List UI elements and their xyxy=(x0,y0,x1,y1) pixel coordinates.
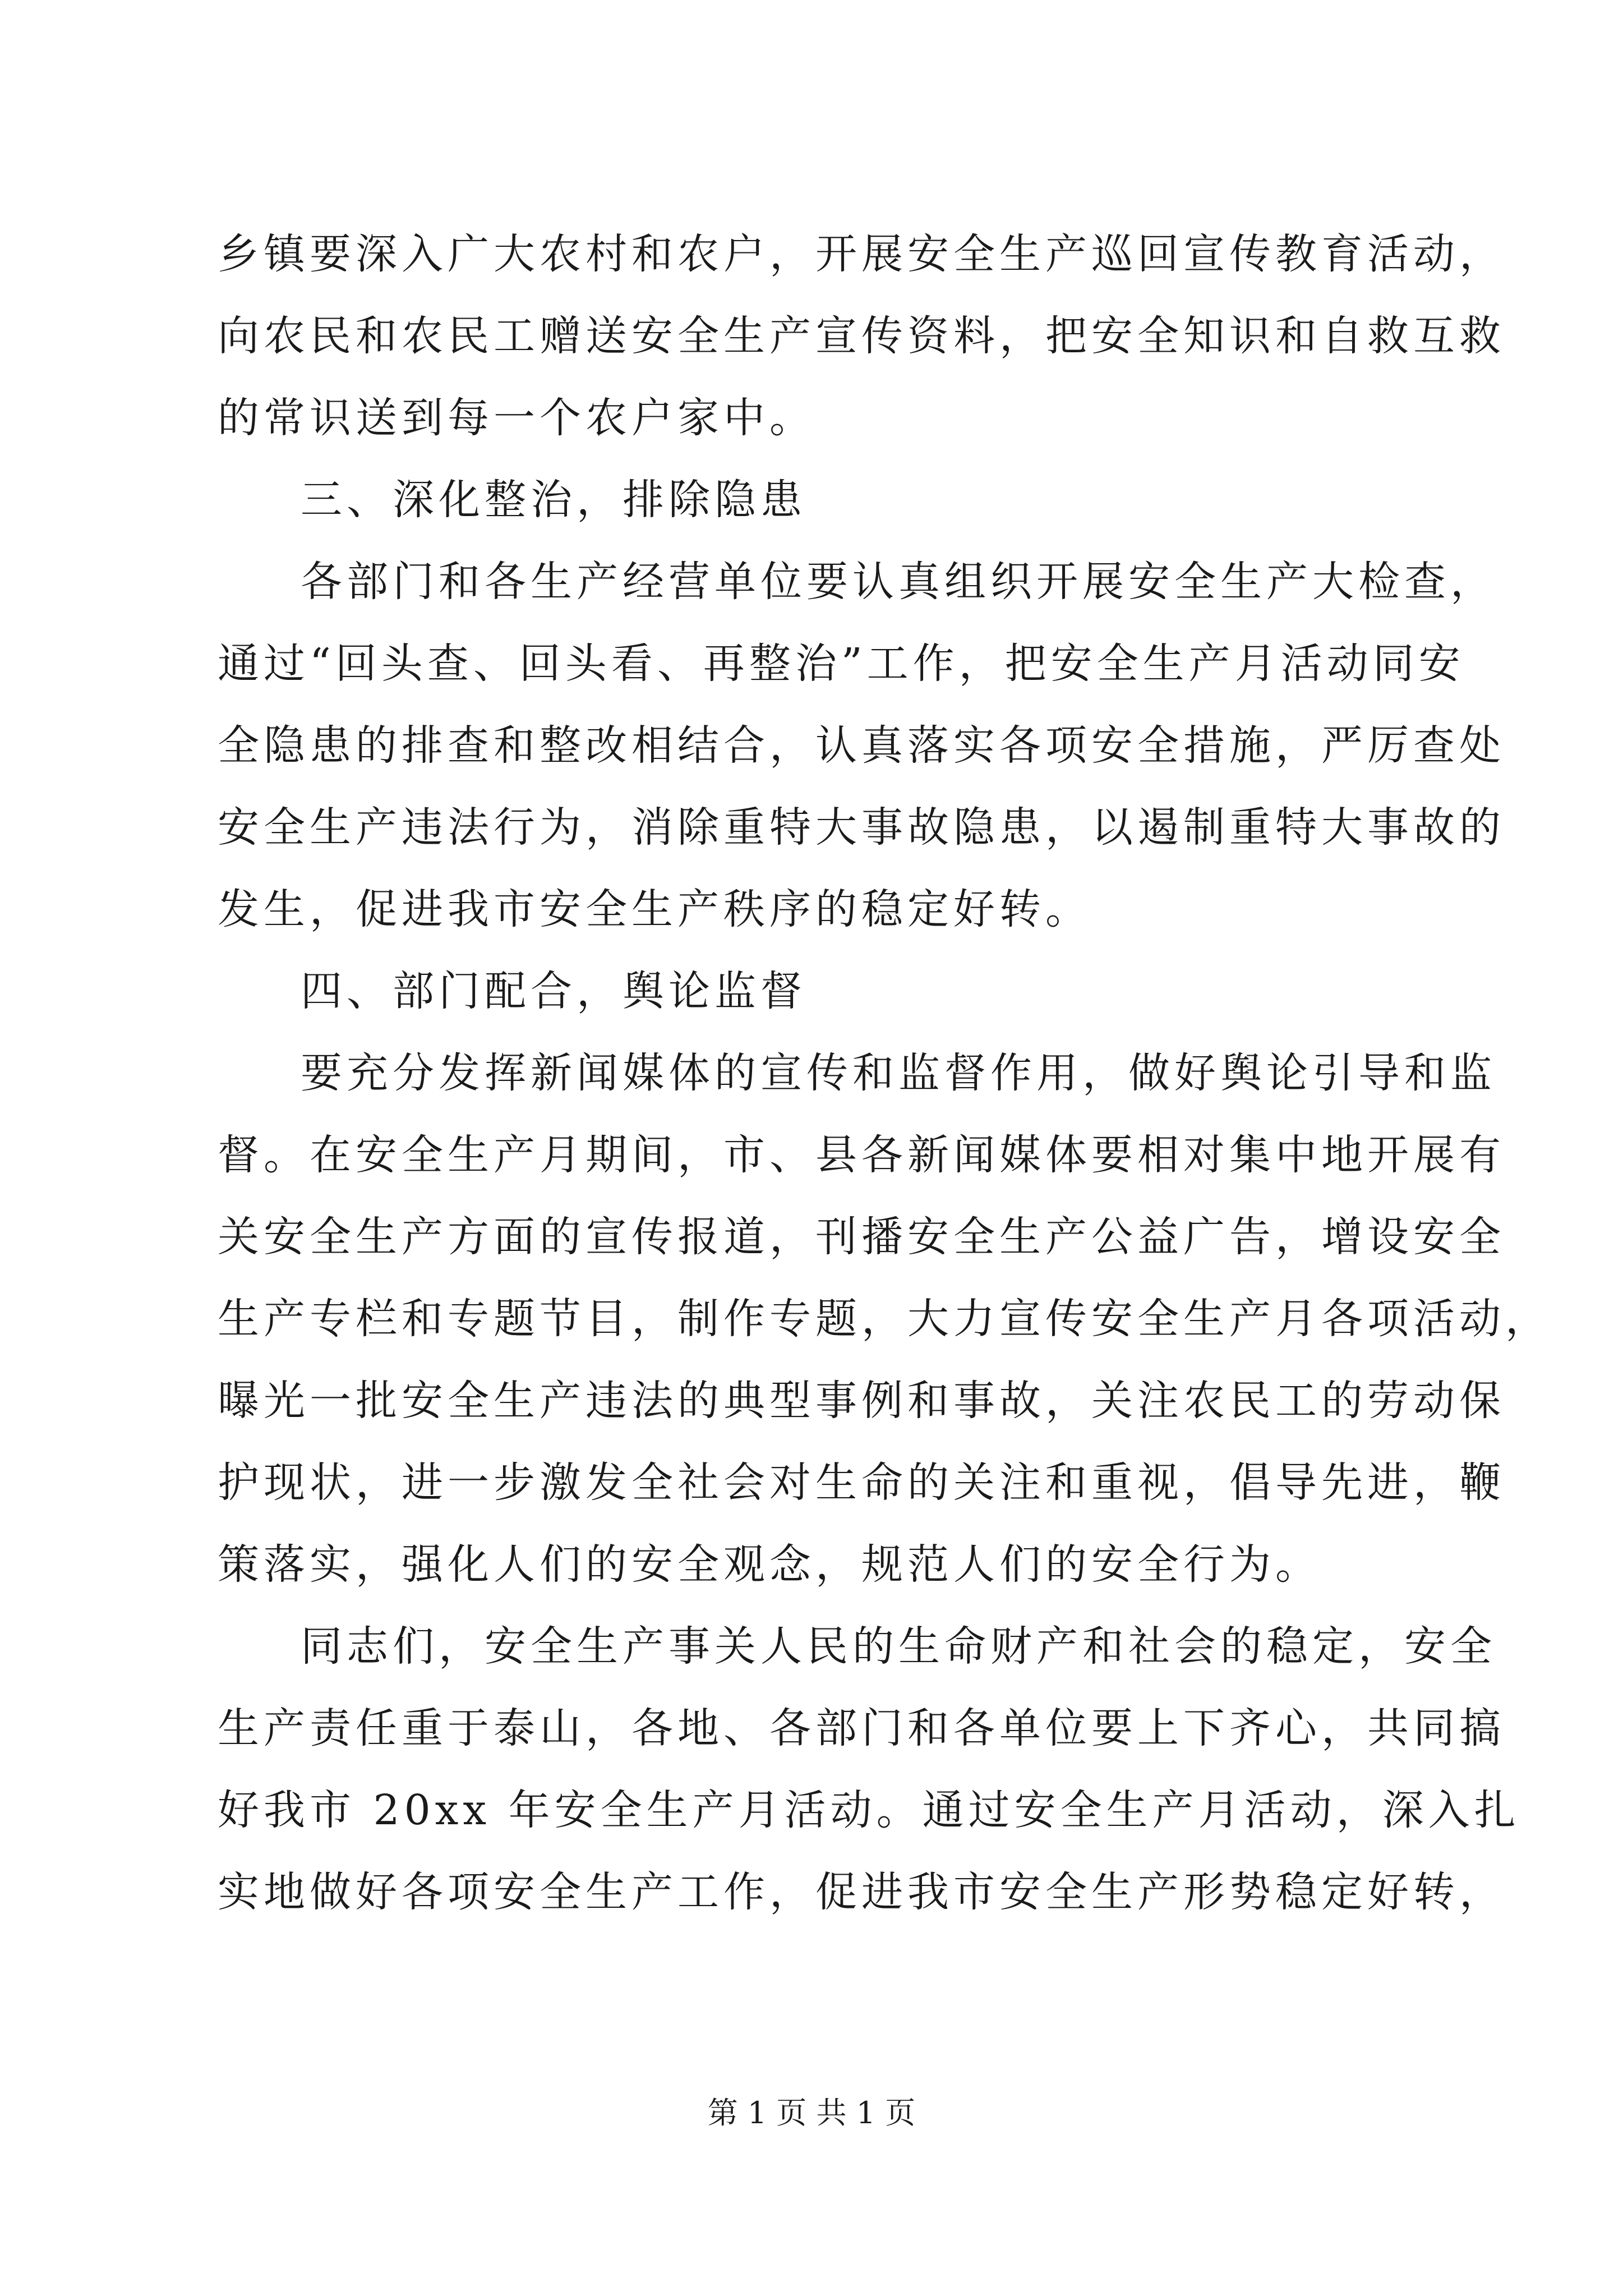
page-footer xyxy=(0,2093,1623,2133)
section-heading: 四、部门配合，舆论监督 xyxy=(301,967,806,1015)
text-line: 好我市 20xx 年安全生产月活动。通过安全生产月活动，深入扎 xyxy=(218,1786,1520,1834)
text-line: 全隐患的排查和整改相结合，认真落实各项安全措施，严厉查处 xyxy=(218,721,1505,770)
document-body xyxy=(218,213,1551,1933)
page-number-label: 第 1 页 共 1 页 xyxy=(707,2095,916,2131)
text-line: 安全生产违法行为，消除重特大事故隐患，以遏制重特大事故的 xyxy=(218,803,1505,852)
text-line: 策落实，强化人们的安全观念，规范人们的安全行为。 xyxy=(218,1540,1321,1589)
section-heading: 三、深化整治，排除隐患 xyxy=(301,476,806,524)
text-line: 要充分发挥新闻媒体的宣传和监督作用，做好舆论引导和监 xyxy=(301,1049,1496,1097)
text-line: 发生，促进我市安全生产秩序的稳定好转。 xyxy=(218,885,1091,933)
text-line: 督。在安全生产月期间，市、县各新闻媒体要相对集中地开展有 xyxy=(218,1131,1505,1179)
text-line: 实地做好各项安全生产工作，促进我市安全生产形势稳定好转， xyxy=(218,1868,1505,1916)
text-line: 通过“回头查、回头看、再整治”工作，把安全生产月活动同安 xyxy=(218,639,1465,688)
text-line: 生产专栏和专题节目，制作专题，大力宣传安全生产月各项活动， xyxy=(218,1295,1551,1343)
text-line: 各部门和各生产经营单位要认真组织开展安全生产大检查， xyxy=(301,558,1496,606)
text-line: 的常识送到每一个农户家中。 xyxy=(218,394,815,442)
text-line: 护现状，进一步激发全社会对生命的关注和重视，倡导先进，鞭 xyxy=(218,1458,1505,1507)
text-line: 曝光一批安全生产违法的典型事例和事故，关注农民工的劳动保 xyxy=(218,1377,1505,1425)
text-line: 乡镇要深入广大农村和农户，开展安全生产巡回宣传教育活动， xyxy=(218,230,1505,278)
text-line: 向农民和农民工赠送安全生产宣传资料，把安全知识和自救互救 xyxy=(218,312,1505,360)
text-line: 关安全生产方面的宣传报道，刊播安全生产公益广告，增设安全 xyxy=(218,1213,1505,1261)
text-line: 生产责任重于泰山，各地、各部门和各单位要上下齐心，共同搞 xyxy=(218,1704,1505,1752)
text-line: 同志们，安全生产事关人民的生命财产和社会的稳定，安全 xyxy=(301,1622,1496,1671)
